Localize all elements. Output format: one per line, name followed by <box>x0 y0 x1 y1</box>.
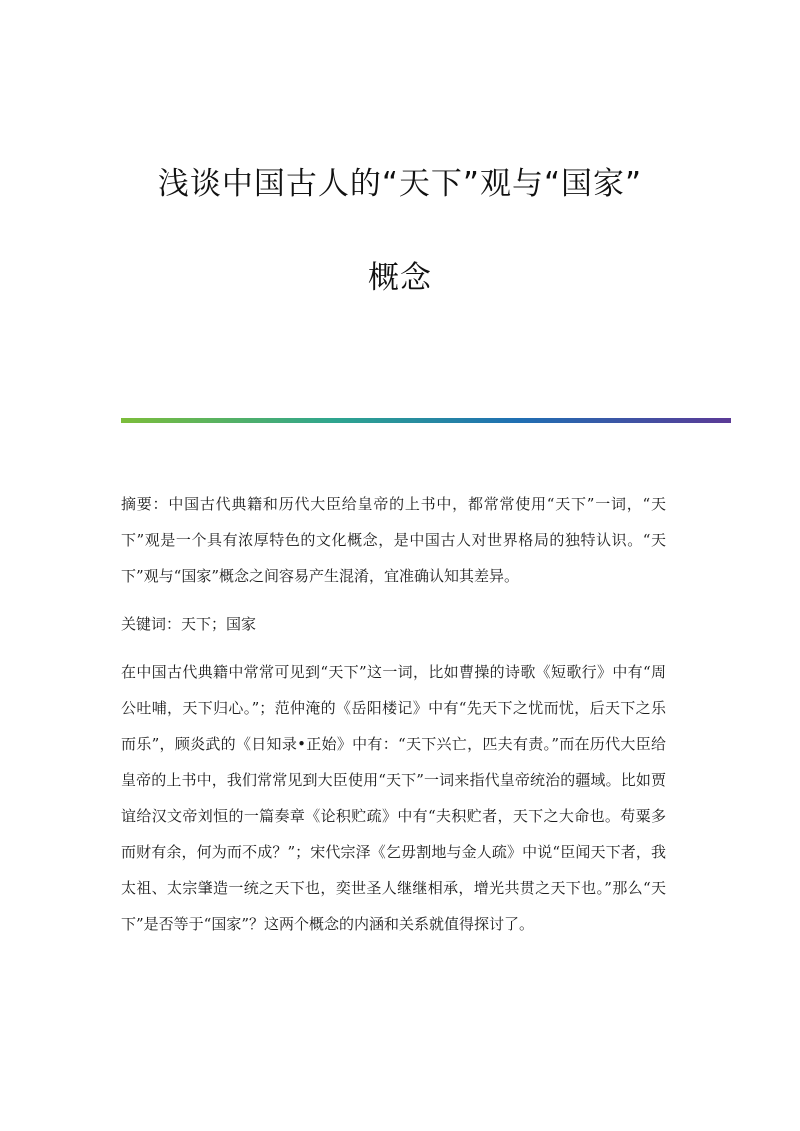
keywords-label: 关键词： <box>121 615 182 633</box>
keywords-text: 天下；国家 <box>181 615 257 633</box>
abstract-text: 中国古代典籍和历代大臣给皇帝的上书中，都常常使用“天下”一词，“天下”观是一个具有浓厚特色的文化概念，是中国古人对世界格局的独特认识。“天下”观与“国家”概念之间容易产生混淆，宜准确认知其差异。 <box>121 495 666 585</box>
keywords-paragraph <box>121 606 666 642</box>
document-body <box>121 486 666 954</box>
gradient-divider <box>121 418 731 423</box>
body-paragraph: 在中国古代典籍中常常可见到“天下”这一词，比如曹操的诗歌《短歌行》中有“周公吐哺，天下归心。”；范仲淹的《岳阳楼记》中有“先天下之忧而忧，后天下之乐而乐”，顾炎武的《日知录•正始》中有：“天下兴亡，匹夫有责。”而在历代大臣给皇帝的上书中，我们常常见到大臣使用“天下”一词来指代皇帝统治的疆域。比如贾谊给汉文帝刘恒的一篇奏章《论积贮疏》中有“夫积贮者，天下之大命也。苟粟多而财有余，何为而不成？”；宋代宗泽《乞毋割地与金人疏》中说“臣闻天下者，我太祖、太宗肇造一统之天下也，奕世圣人继继相承，增光共贯之天下也。”那么“天下”是否等于“国家”？这两个概念的内涵和关系就值得探讨了。 <box>121 663 666 933</box>
title-line-2: 概念 <box>368 260 432 296</box>
title-line-1: 浅谈中国古人的“天下”观与“国家” <box>157 166 643 202</box>
document-title <box>0 158 800 304</box>
abstract-paragraph <box>121 486 666 594</box>
abstract-label: 摘要： <box>121 495 169 513</box>
